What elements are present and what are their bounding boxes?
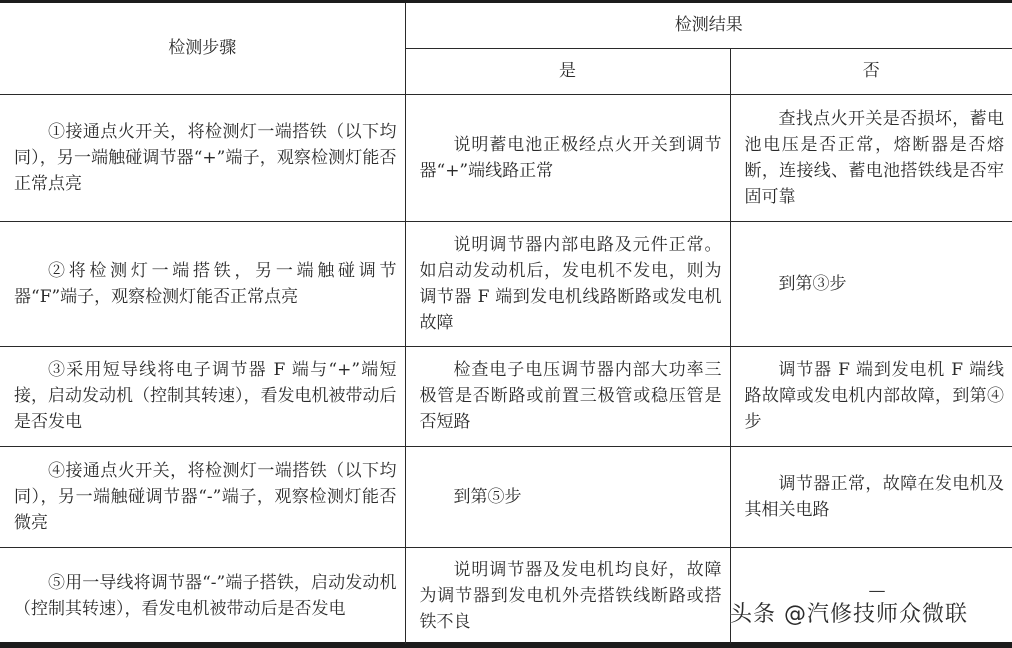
step-cell: ①接通点火开关，将检测灯一端搭铁（以下均同），另一端触碰调节器“+”端子，观察检测灯能否正常点亮 <box>0 94 405 221</box>
header-results: 检测结果 <box>405 3 1012 48</box>
no-cell: 调节器正常，故障在发电机及其相关电路 <box>730 446 1012 547</box>
no-cell: 查找点火开关是否损坏，蓄电池电压是否正常，熔断器是否熔断，连接线、蓄电池搭铁线是否牢固可靠 <box>730 94 1012 221</box>
no-cell: 调节器 F 端到发电机 F 端线路故障或发电机内部故障，到第④步 <box>730 346 1012 446</box>
dash-mark: — <box>868 580 886 601</box>
step-cell: ②将检测灯一端搭铁，另一端触碰调节器“F”端子，观察检测灯能否正常点亮 <box>0 221 405 346</box>
table-row <box>0 446 1012 547</box>
header-row-1 <box>0 3 1012 48</box>
no-cell <box>730 547 1012 644</box>
diagnostic-table <box>0 3 1012 644</box>
step-cell: ③采用短导线将电子调节器 F 端与“+”端短接，启动发动机（控制其转速），看发电机被带动后是否发电 <box>0 346 405 446</box>
header-steps: 检测步骤 <box>0 3 405 94</box>
step-cell: ④接通点火开关，将检测灯一端搭铁（以下均同），另一端触碰调节器“-”端子，观察检测灯能否微亮 <box>0 446 405 547</box>
table-row <box>0 221 1012 346</box>
table-row <box>0 547 1012 644</box>
watermark: 头条 @汽修技师众微联 <box>730 602 968 627</box>
yes-cell: 说明蓄电池正极经点火开关到调节器“+”端线路正常 <box>405 94 730 221</box>
step-cell: ⑤用一导线将调节器“-”端子搭铁，启动发动机（控制其转速），看发电机被带动后是否发电 <box>0 547 405 644</box>
table-row <box>0 346 1012 446</box>
yes-cell: 检查电子电压调节器内部大功率三极管是否断路或前置三极管或稳压管是否短路 <box>405 346 730 446</box>
table-row <box>0 94 1012 221</box>
header-yes: 是 <box>405 48 730 94</box>
header-no: 否 <box>730 48 1012 94</box>
yes-cell: 到第⑤步 <box>405 446 730 547</box>
yes-cell: 说明调节器内部电路及元件正常。如启动发动机后，发电机不发电，则为调节器 F 端到发电机线路断路或发电机故障 <box>405 221 730 346</box>
no-cell: 到第③步 <box>730 221 1012 346</box>
yes-cell: 说明调节器及发电机均良好，故障为调节器到发电机外壳搭铁线断路或搭铁不良 <box>405 547 730 644</box>
